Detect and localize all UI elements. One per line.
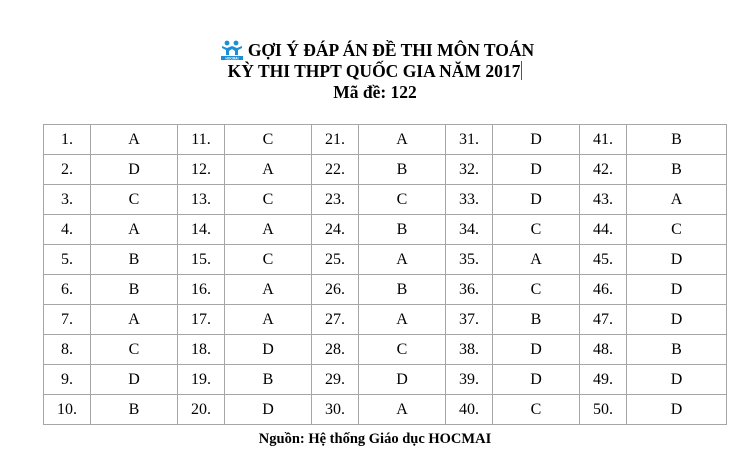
question-number-cell: 45. [580,245,627,275]
answer-cell: A [359,305,446,335]
table-row [44,275,727,305]
answer-cell: A [225,305,312,335]
question-number-cell: 7. [44,305,91,335]
answer-cell: B [359,275,446,305]
question-number-cell: 35. [446,245,493,275]
answer-cell: B [627,125,727,155]
question-number-cell: 33. [446,185,493,215]
answer-cell: D [91,365,178,395]
question-number-cell: 18. [178,335,225,365]
table-row [44,155,727,185]
table-row [44,305,727,335]
question-number-cell: 6. [44,275,91,305]
question-number-cell: 8. [44,335,91,365]
answer-cell: A [225,275,312,305]
answer-cell: A [225,155,312,185]
answer-cell: A [493,245,580,275]
answer-cell: C [225,245,312,275]
question-number-cell: 15. [178,245,225,275]
document-header [0,40,750,103]
answer-cell: A [91,125,178,155]
answer-cell: C [359,185,446,215]
hocmai-logo-icon [220,40,244,61]
answer-cell: D [493,185,580,215]
answer-cell: C [627,215,727,245]
answer-cell: B [627,155,727,185]
answer-cell: D [627,365,727,395]
question-number-cell: 2. [44,155,91,185]
title-main: GỢI Ý ĐÁP ÁN ĐỀ THI MÔN TOÁN [247,40,535,60]
question-number-cell: 21. [312,125,359,155]
answer-cell: D [627,245,727,275]
answer-cell: A [359,395,446,425]
answer-cell: D [91,155,178,185]
question-number-cell: 5. [44,245,91,275]
question-number-cell: 47. [580,305,627,335]
exam-code: Mã đề: 122 [333,82,417,102]
question-number-cell: 43. [580,185,627,215]
answer-cell: D [627,275,727,305]
answer-cell: D [627,395,727,425]
answer-cell: C [359,335,446,365]
answer-cell: C [493,275,580,305]
table-row [44,395,727,425]
question-number-cell: 38. [446,335,493,365]
answer-cell: A [91,305,178,335]
answer-cell: B [225,365,312,395]
question-number-cell: 16. [178,275,225,305]
answer-cell: D [359,365,446,395]
answer-cell: D [225,335,312,365]
table-row [44,125,727,155]
answer-cell: A [225,215,312,245]
question-number-cell: 26. [312,275,359,305]
answer-cell: B [359,155,446,185]
answer-cell: C [225,185,312,215]
question-number-cell: 39. [446,365,493,395]
answer-cell: B [493,305,580,335]
question-number-cell: 42. [580,155,627,185]
answer-key-table [43,124,727,425]
question-number-cell: 31. [446,125,493,155]
question-number-cell: 40. [446,395,493,425]
answer-cell: B [359,215,446,245]
answer-cell: B [91,275,178,305]
question-number-cell: 48. [580,335,627,365]
answer-cell: C [493,215,580,245]
question-number-cell: 14. [178,215,225,245]
answer-cell: D [225,395,312,425]
table-row [44,215,727,245]
question-number-cell: 36. [446,275,493,305]
answer-cell: C [91,335,178,365]
question-number-cell: 4. [44,215,91,245]
question-number-cell: 20. [178,395,225,425]
answer-cell: D [493,365,580,395]
answer-cell: D [493,155,580,185]
answer-cell: A [91,215,178,245]
question-number-cell: 32. [446,155,493,185]
question-number-cell: 25. [312,245,359,275]
question-number-cell: 34. [446,215,493,245]
question-number-cell: 37. [446,305,493,335]
answer-cell: C [493,395,580,425]
question-number-cell: 22. [312,155,359,185]
question-number-cell: 46. [580,275,627,305]
answer-cell: D [493,125,580,155]
answer-cell: A [627,185,727,215]
question-number-cell: 41. [580,125,627,155]
question-number-cell: 24. [312,215,359,245]
question-number-cell: 29. [312,365,359,395]
question-number-cell: 12. [178,155,225,185]
question-number-cell: 30. [312,395,359,425]
question-number-cell: 49. [580,365,627,395]
answer-cell: B [91,395,178,425]
question-number-cell: 23. [312,185,359,215]
question-number-cell: 44. [580,215,627,245]
answer-cell: C [91,185,178,215]
text-cursor [521,61,522,80]
answer-cell: B [627,335,727,365]
svg-text:HOCMAI: HOCMAI [225,56,239,61]
table-row [44,365,727,395]
table-row [44,185,727,215]
question-number-cell: 9. [44,365,91,395]
question-number-cell: 28. [312,335,359,365]
table-row [44,335,727,365]
table-row [44,245,727,275]
answer-cell: C [225,125,312,155]
title-line-2 [0,61,750,82]
question-number-cell: 27. [312,305,359,335]
question-number-cell: 19. [178,365,225,395]
answer-cell: D [627,305,727,335]
question-number-cell: 1. [44,125,91,155]
question-number-cell: 13. [178,185,225,215]
question-number-cell: 11. [178,125,225,155]
question-number-cell: 10. [44,395,91,425]
answer-cell: A [359,245,446,275]
answer-cell: B [91,245,178,275]
title-subtitle: KỲ THI THPT QUỐC GIA NĂM 2017 [227,61,521,81]
answer-cell: A [359,125,446,155]
title-line-1 [0,40,750,61]
question-number-cell: 17. [178,305,225,335]
source-credit: Nguồn: Hệ thống Giáo dục HOCMAI [258,431,492,447]
answer-cell: D [493,335,580,365]
question-number-cell: 50. [580,395,627,425]
question-number-cell: 3. [44,185,91,215]
